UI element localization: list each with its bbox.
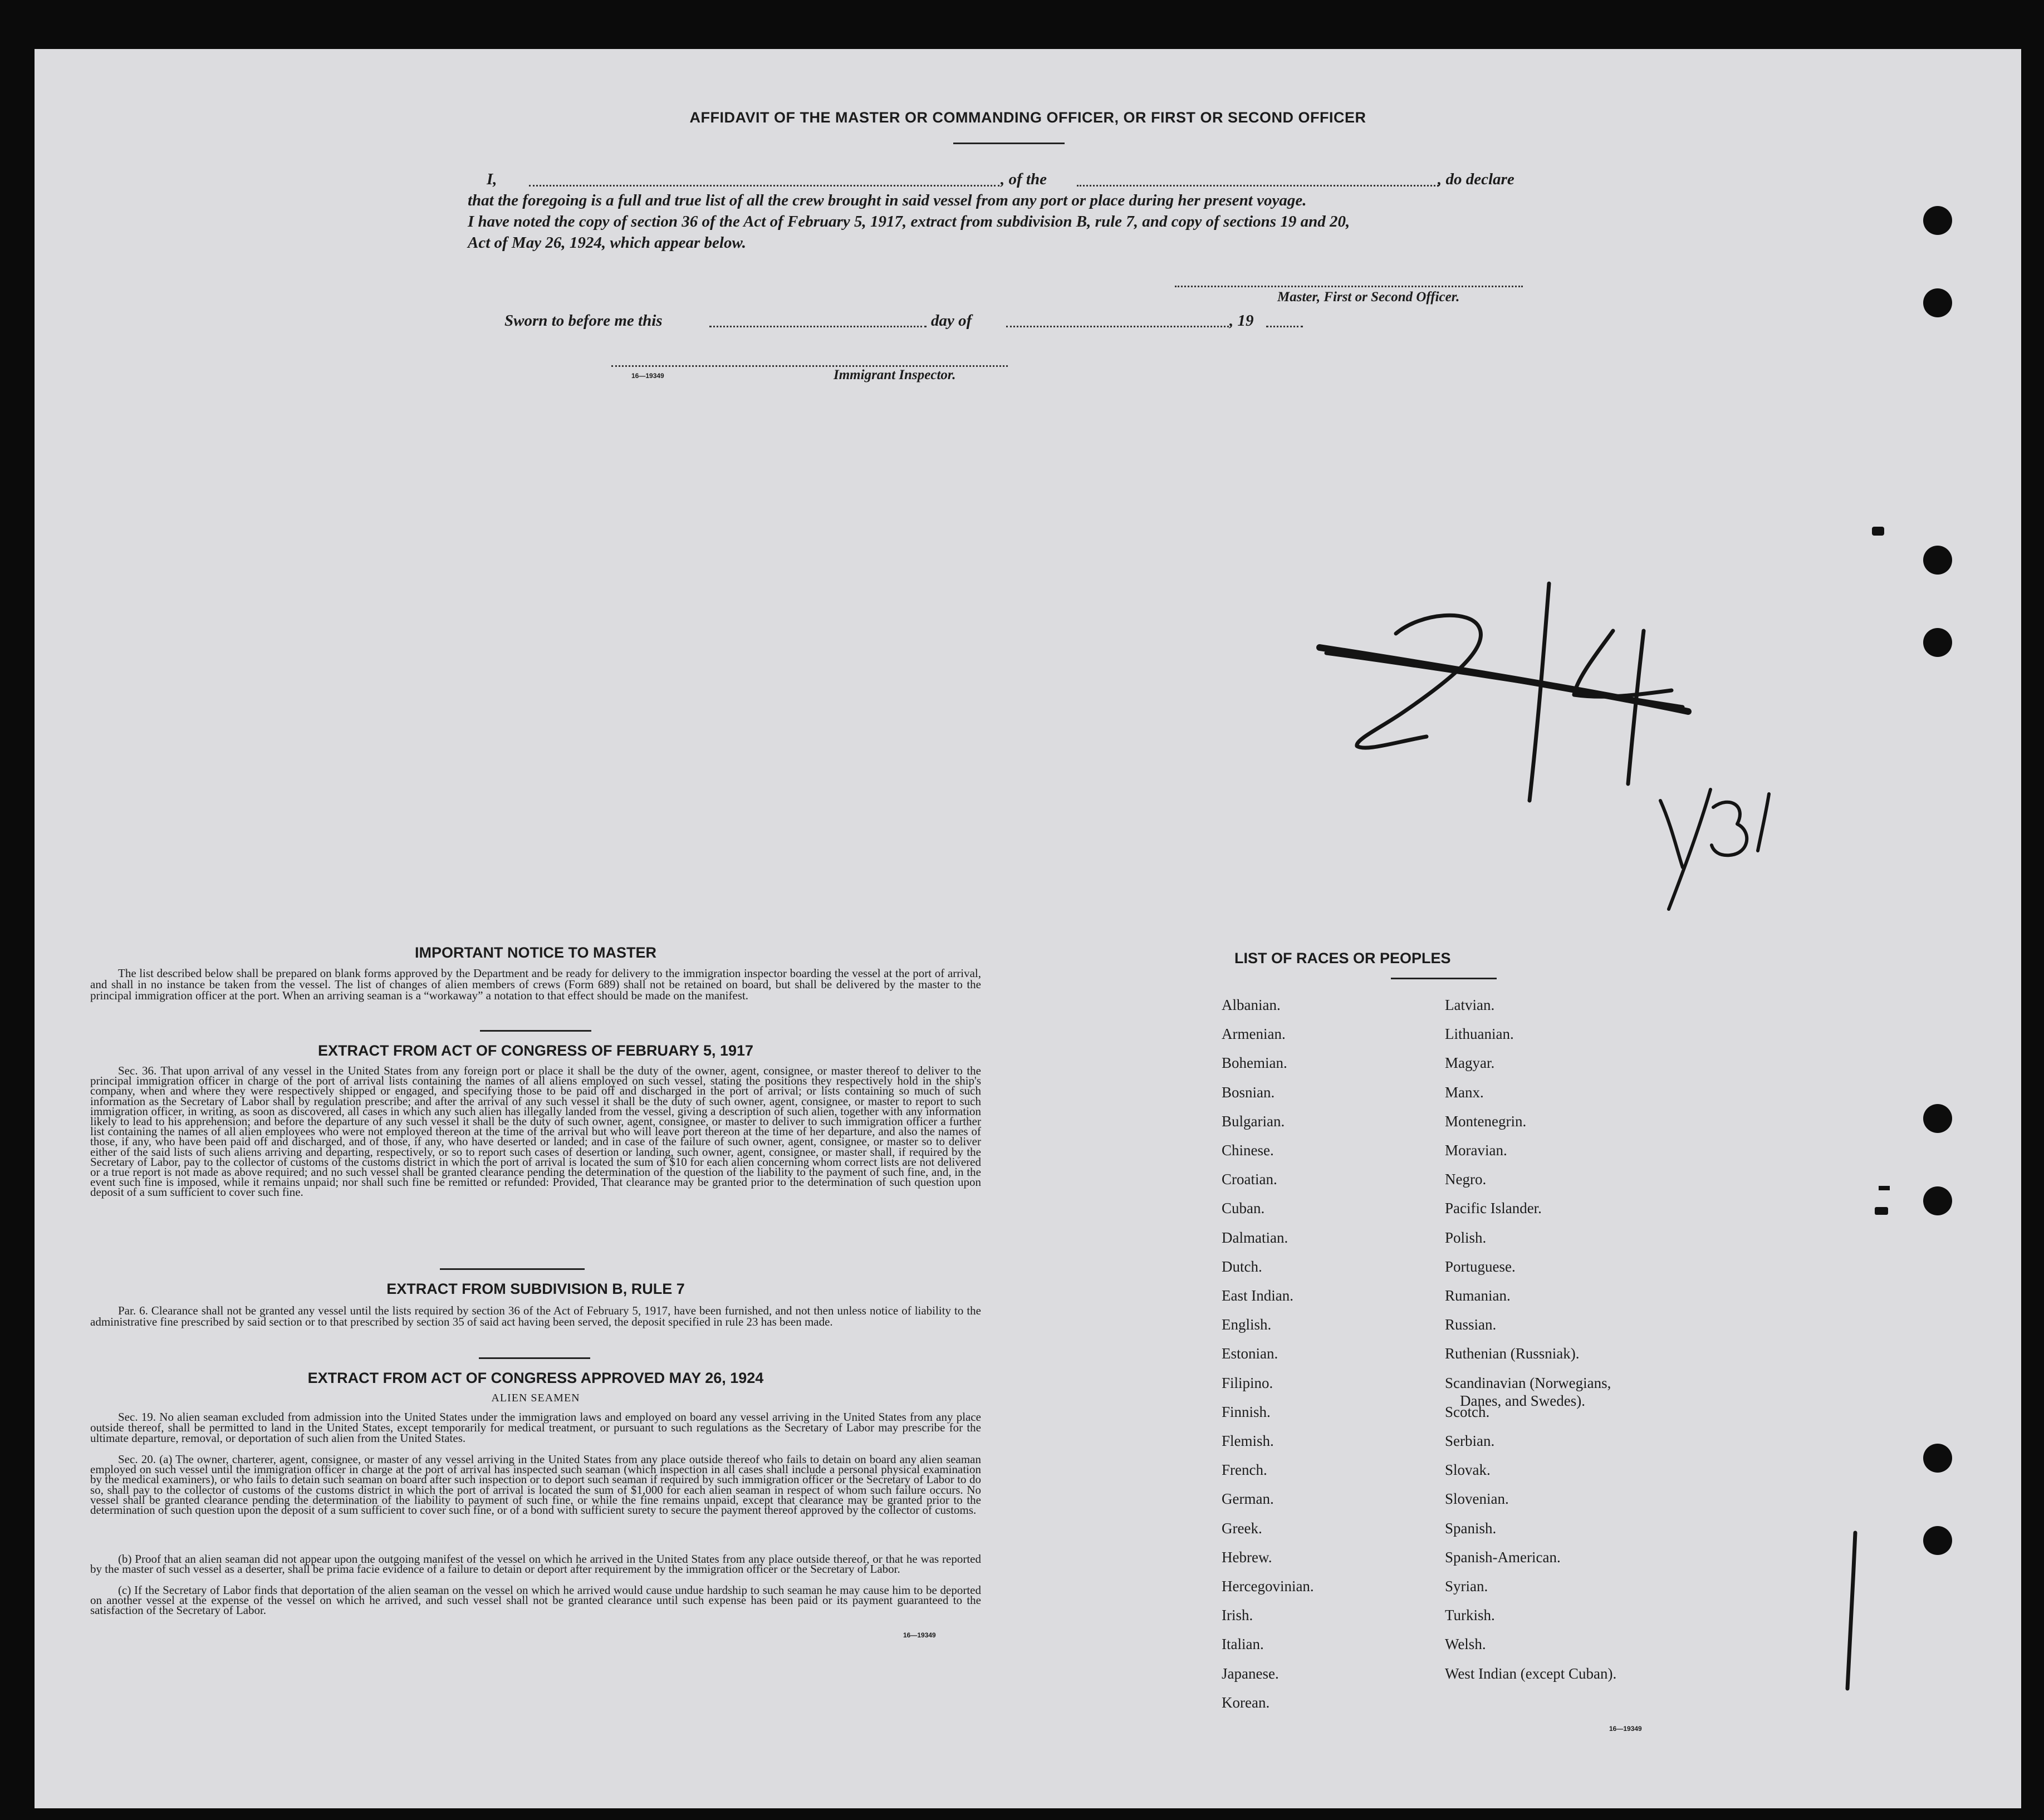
notice-rule bbox=[480, 1030, 591, 1032]
race-item: Latvian. bbox=[1445, 997, 1495, 1013]
sworn-label: Sworn to before me this bbox=[504, 312, 663, 330]
race-item: Italian. bbox=[1222, 1636, 1264, 1653]
race-item: Cuban. bbox=[1222, 1200, 1265, 1217]
race-item: Flemish. bbox=[1222, 1433, 1274, 1449]
race-item: Albanian. bbox=[1222, 997, 1281, 1013]
punch-hole bbox=[1923, 628, 1952, 657]
race-item: Magyar. bbox=[1445, 1054, 1495, 1072]
extract-1924-sec20c: (c) If the Secretary of Labor finds that deportation of the alien seaman on the vessel on which he arrived would cause undue hardship to such seaman he may cause him to be deported on another vessel at the expense of the vessel on which he arrived, and such vessel shall not be granted clearance until such expense has been paid or its payment guaranteed to the satisfaction of the Secretary of Labor. bbox=[90, 1583, 981, 1617]
handwritten-4a bbox=[1530, 583, 1549, 801]
punch-hole bbox=[1923, 1526, 1952, 1555]
race-item: Japanese. bbox=[1222, 1665, 1279, 1682]
affidavit-i-label: I, bbox=[487, 170, 497, 188]
speck bbox=[1879, 1186, 1890, 1190]
extract-1924-title: EXTRACT FROM ACT OF CONGRESS APPROVED MAY 26, 1924 bbox=[307, 1370, 764, 1386]
subdiv-b-title: EXTRACT FROM SUBDIVISION B, RULE 7 bbox=[386, 1281, 685, 1297]
form-sheet bbox=[35, 49, 2021, 1808]
affidavit-of-the: , of the bbox=[1001, 170, 1047, 188]
race-item: Moravian. bbox=[1445, 1142, 1507, 1159]
race-item: Lithuanian. bbox=[1445, 1026, 1514, 1043]
race-item: Russian. bbox=[1445, 1316, 1497, 1333]
punch-hole bbox=[1923, 1104, 1952, 1133]
races-form-number: 16—19349 bbox=[1609, 1725, 1642, 1733]
handwritten-marks bbox=[35, 49, 2021, 1808]
affidavit-line-2: that the foregoing is a full and true list of all the crew brought in said vessel from any port or place during her present voyage. bbox=[468, 192, 1307, 209]
race-item: Ruthenian (Russniak). bbox=[1445, 1345, 1580, 1362]
punch-hole bbox=[1923, 288, 1952, 317]
race-item: Spanish-American. bbox=[1445, 1548, 1561, 1566]
race-item: Slovenian. bbox=[1445, 1490, 1509, 1508]
race-item: Danes, and Swedes). bbox=[1460, 1392, 1585, 1409]
notice-text: The list described below shall be prepared on blank forms approved by the Department and be ready for delivery to the immigration inspector boarding the vessel at the port of arrival, and shall in no instance be taken from the vessel. The list of changes of alien members of crews (Form 689) shall not be retained on board, but shall be delivered by the master to the principal immigration officer at the port. When an arriving seaman is a “workaway” a notation to that effect should be made on the manifest. bbox=[90, 967, 981, 1002]
handwritten-mark bbox=[1847, 1533, 1855, 1689]
affidavit-form-number: 16—19349 bbox=[631, 372, 664, 380]
speck bbox=[1872, 527, 1884, 536]
race-item: Greek. bbox=[1222, 1519, 1262, 1537]
master-signature-label: Master, First or Second Officer. bbox=[1277, 290, 1460, 305]
handwritten-date-slash bbox=[1669, 789, 1710, 909]
extract-1924-sec20a: Sec. 20. (a) The owner, charterer, agent, consignee, or master of any vessel arriving in the United States from any place outside thereof who fails to detain on board any alien seaman employed on such vessel until the immigration officer in charge at the port of arrival has inspected such seaman (which inspection in all cases shall include a personal physical examination by the medical examiners), or who fails to detain such seaman on board after such inspection or to deport such seaman if required by such immigration officer or the Secretary of Labor to do so, shall pay to the collector of customs of the customs district in which the port of arrival is located the sum of $1,000 for each alien seaman in respect of whom such failure occurs. No vessel shall be granted clearance pending the determination of the liability to payment of such fine, or while the fine remains unpaid, except that clearance may be granted prior to the determination of such question upon the deposit of a sum sufficient to cover such fine, or of a bond with sufficient surety to secure the payment thereof approved by the collector of customs. bbox=[90, 1453, 981, 1517]
handwritten-date-3 bbox=[1712, 802, 1747, 856]
race-item: Bulgarian. bbox=[1222, 1112, 1285, 1130]
race-item: Chinese. bbox=[1222, 1142, 1274, 1159]
race-item: Negro. bbox=[1445, 1171, 1487, 1188]
races-rule bbox=[1391, 978, 1497, 979]
race-item: Syrian. bbox=[1445, 1578, 1488, 1595]
race-item: Estonian. bbox=[1222, 1345, 1278, 1362]
race-item: Polish. bbox=[1445, 1229, 1487, 1246]
handwritten-4b bbox=[1574, 631, 1672, 696]
race-item: Irish. bbox=[1222, 1607, 1253, 1624]
extract-1924-sec20b: (b) Proof that an alien seaman did not appear upon the outgoing manifest of the vessel on which he arrived in the United States from any place outside thereof, or that he was reported by the master of such vessel as a deserter, shall be prima facie evidence of a failure to detain or deport after requirement by the immigration officer or the Secretary of Labor. bbox=[90, 1552, 981, 1576]
speck bbox=[1875, 1207, 1888, 1215]
race-item: Dalmatian. bbox=[1222, 1229, 1288, 1246]
race-item: Pacific Islander. bbox=[1445, 1200, 1542, 1217]
race-item: East Indian. bbox=[1222, 1287, 1293, 1304]
races-title: LIST OF RACES OR PEOPLES bbox=[1234, 950, 1451, 967]
extract-1924-form-number: 16—19349 bbox=[903, 1631, 936, 1639]
race-item: Bosnian. bbox=[1222, 1083, 1275, 1101]
race-item: Dutch. bbox=[1222, 1258, 1262, 1275]
affidavit-do-declare: , do declare bbox=[1438, 170, 1514, 188]
race-item: Korean. bbox=[1222, 1694, 1270, 1711]
handwritten-date-1b bbox=[1758, 794, 1769, 851]
race-item: English. bbox=[1222, 1316, 1272, 1333]
race-item: West Indian (except Cuban). bbox=[1445, 1665, 1617, 1682]
handwritten-2 bbox=[1357, 615, 1481, 748]
handwritten-date-1 bbox=[1660, 801, 1683, 867]
extract-1924-subtitle: ALIEN SEAMEN bbox=[491, 1392, 580, 1404]
handwritten-4c bbox=[1628, 631, 1644, 784]
extract-1917-rule bbox=[440, 1268, 585, 1270]
race-item: Finnish. bbox=[1222, 1403, 1271, 1420]
extract-1917-text: Sec. 36. That upon arrival of any vessel in the United States from any foreign port or place it shall be the duty of the owner, agent, consignee, or master thereof to deliver to the principal immigration officer in charge of the port of arrival lists containing the names of all aliens employed on such vessel, stating the positions they respectively hold in the ship's company, when and where they were respectively shipped or engaged, and specifying those to be paid off and discharged in the port of arrival; or lists containing so much of such information as the Secretary of Labor shall by regulation prescribe; and after the arrival of any such vessel it shall be the duty of such owner, agent, consignee, or master to report to such immigration officer, in writing, as soon as discovered, all cases in which any such alien has illegally landed from the vessel, giving a description of such alien, together with any information likely to lead to his apprehension; and before the departure of any such vessel it shall be the duty of such owner, agent, consignee, or master to deliver to such immigration officer a further list containing the names of all alien employees who were not employed thereon at the time of the arrival but who will leave port thereon at the time of her departure, and also the names of those, if any, who have been paid off and discharged, and of those, if any, who have deserted or landed; and in case of the failure of such owner, agent, consignee, or master so to deliver either of the said lists of such aliens arriving and departing, respectively, or so to report such cases of desertion or landing, such owner, agent, consignee, or master shall, if required by the Secretary of Labor, pay to the collector of customs of the customs district in which the port of arrival is located the sum of $10 for each alien concerning whom correct lists are not delivered or a true report is not made as above required; and no such vessel shall be granted clearance pending the determination of the question of the liability to the payment of such fine, and, in the event such fine is imposed, while it remains unpaid; nor shall such fine be remitted or refunded: Provided, That clearance may be granted prior to the determination of such question upon deposit of a sum sufficient to cover such fine. bbox=[90, 1064, 981, 1199]
race-item: Rumanian. bbox=[1445, 1287, 1511, 1304]
race-item: Portuguese. bbox=[1445, 1258, 1516, 1275]
race-item: Manx. bbox=[1445, 1083, 1484, 1101]
race-item: Montenegrin. bbox=[1445, 1112, 1527, 1130]
subdiv-b-rule bbox=[479, 1357, 590, 1359]
race-item: Armenian. bbox=[1222, 1026, 1286, 1043]
race-item: Hercegovinian. bbox=[1222, 1578, 1314, 1595]
race-item: Bohemian. bbox=[1222, 1054, 1287, 1072]
punch-hole bbox=[1923, 1186, 1952, 1215]
affidavit-line-3: I have noted the copy of section 36 of the Act of February 5, 1917, extract from subdivision B, rule 7, and copy of sections 19 and 20, bbox=[468, 213, 1350, 230]
race-item: Scandinavian (Norwegians, bbox=[1445, 1374, 1611, 1391]
race-item: Scotch. bbox=[1445, 1403, 1490, 1420]
affidavit-line-4: Act of May 26, 1924, which appear below. bbox=[468, 234, 746, 252]
race-item: German. bbox=[1222, 1490, 1274, 1508]
punch-hole bbox=[1923, 546, 1952, 575]
race-item: Welsh. bbox=[1445, 1636, 1486, 1653]
race-item: Croatian. bbox=[1222, 1171, 1277, 1188]
extract-1924-sec19: Sec. 19. No alien seaman excluded from admission into the United States under the immigration laws and employed on board any vessel arriving in the United States from any place outside thereof, shall be permitted to land in the United States, except temporarily for medical treatment, or pursuant to such regulations as the Secretary of Labor may prescribe for the ultimate departure, removal, or deportation of such alien from the United States. bbox=[90, 1410, 981, 1445]
year-label: , 19 bbox=[1229, 312, 1254, 330]
punch-hole bbox=[1923, 1444, 1952, 1473]
notice-title: IMPORTANT NOTICE TO MASTER bbox=[415, 944, 656, 961]
affidavit-title: AFFIDAVIT OF THE MASTER OR COMMANDING OFFICER, OR FIRST OR SECOND OFFICER bbox=[689, 109, 1366, 126]
day-of-label: day of bbox=[931, 312, 972, 330]
race-item: Turkish. bbox=[1445, 1607, 1495, 1624]
race-item: Serbian. bbox=[1445, 1433, 1495, 1449]
race-item: Hebrew. bbox=[1222, 1548, 1272, 1566]
inspector-label: Immigrant Inspector. bbox=[834, 367, 956, 382]
race-item: Filipino. bbox=[1222, 1374, 1273, 1391]
subdiv-b-text: Par. 6. Clearance shall not be granted any vessel until the lists required by section 36 of the Act of February 5, 1917, have been furnished, and not then unless notice of liability to the administrative fine prescribed by said section or to that prescribed by section 35 of said act having been served, the deposit specified in rule 23 has been made. bbox=[90, 1304, 981, 1328]
strikethrough-2 bbox=[1326, 653, 1683, 707]
race-item: Slovak. bbox=[1445, 1461, 1491, 1479]
extract-1917-title: EXTRACT FROM ACT OF CONGRESS OF FEBRUARY 5, 1917 bbox=[317, 1042, 754, 1059]
punch-hole bbox=[1923, 206, 1952, 235]
race-item: French. bbox=[1222, 1461, 1267, 1479]
race-item: Spanish. bbox=[1445, 1519, 1497, 1537]
